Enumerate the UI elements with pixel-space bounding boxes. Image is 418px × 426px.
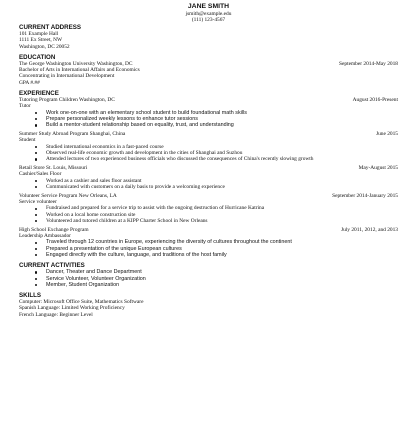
duty-list	[19, 144, 398, 163]
education-heading: EDUCATION	[19, 53, 56, 61]
experience-dates: July 2011, 2012, and 2013	[341, 226, 398, 233]
resume-header	[19, 3, 398, 23]
organization: High School Exchange Program	[19, 226, 89, 233]
applicant-name: JANE SMITH	[187, 3, 230, 10]
experience-dates: August 2016-Present	[352, 97, 398, 104]
experience-entry	[19, 97, 398, 128]
duty-item: Studied international economics in a fast-paced course	[35, 144, 398, 150]
duty-item: Prepare personalized weekly lessons to enhance tutor sessions	[35, 116, 398, 122]
skill-line: Computer: Microsoft Office Suite, Mathematics Software	[19, 299, 144, 306]
duty-item: Work one-on-one with an elementary school student to build foundational math skills	[35, 110, 398, 116]
organization: Retail Store St. Louis, Missouri	[19, 165, 88, 172]
resume-page	[19, 3, 398, 318]
skill-line: Spanish Language: Limited Working Proficiency	[19, 305, 125, 312]
phone-number: (111) 123-4567	[191, 17, 226, 23]
duty-list	[19, 205, 398, 224]
duty-item: Traveled through 12 countries in Europe, experiencing the diversity of cultures throughout the continent	[35, 239, 398, 245]
address-line: Washington, DC 20052	[19, 43, 70, 50]
duty-item: Volunteered and tutored children at a KIPP Charter School in New Orleans	[35, 218, 398, 224]
duty-list	[19, 178, 398, 191]
experience-entry	[19, 227, 398, 258]
role-title: Leadership Ambassador	[19, 233, 71, 240]
address-line: 101 Example Hall	[19, 31, 59, 37]
activity-item: Member, Student Organization	[35, 282, 398, 288]
address-line: 1111 Ex Street, NW	[19, 37, 63, 44]
organization: Volunteer Service Program New Orleans, LA	[19, 192, 117, 199]
duty-item: Attended lectures of two experienced business officials who discussed the consequences of China's recently slowing growth	[35, 156, 398, 162]
duty-item: Communicated with customers on a daily basis to provide a welcoming experience	[35, 184, 398, 190]
skill-line: French Language: Beginner Level	[19, 311, 93, 318]
education-section	[19, 54, 398, 86]
role-title: Tutor	[19, 103, 31, 110]
activities-heading: CURRENT ACTIVITIES	[19, 262, 85, 270]
activity-item: Dancer, Theater and Dance Department	[35, 269, 398, 275]
role-title: Service volunteer	[19, 199, 57, 206]
duty-item: Worked as a cashier and sales floor assistant	[35, 178, 398, 184]
experience-section	[19, 90, 398, 258]
activities-section	[19, 262, 398, 288]
duty-item: Prepared a presentation of the unique European cultures	[35, 246, 398, 252]
email-address: jsmith@example.edu	[185, 11, 232, 17]
duty-item: Fundraised and prepared for a service trip to assist with the ongoing destruction of Hurricane Katrina	[35, 205, 398, 211]
duty-item: Observed real-life economic growth and development in the cities of Shanghai and Suzhou	[35, 150, 398, 156]
education-dates: September 2014-May 2018	[339, 60, 398, 67]
duty-item: Worked on a local home construction site	[35, 212, 398, 218]
duty-item: Engaged directly with the culture, language, and traditions of the host family	[35, 252, 398, 258]
skills-heading: SKILLS	[19, 292, 42, 300]
experience-dates: September 2014-January 2015	[332, 192, 398, 199]
gpa: GPA #.##	[19, 79, 40, 86]
organization: Tutoring Program Children Washington, DC	[19, 97, 115, 104]
degree: Bachelor of Arts in International Affairs and Economics	[19, 67, 140, 74]
address-heading: CURRENT ADDRESS	[19, 24, 81, 31]
role-title: Student	[19, 137, 36, 144]
duty-list	[19, 110, 398, 129]
activities-list	[19, 269, 398, 288]
duty-item: Build a mentor-student relationship based on equality, trust, and understanding	[35, 122, 398, 128]
skills-section	[19, 292, 398, 318]
experience-entry	[19, 193, 398, 224]
experience-dates: May-August 2015	[358, 165, 398, 172]
organization: Summer Study Abroad Program Shanghai, China	[19, 131, 126, 138]
concentration: Concentrating in International Development	[19, 73, 115, 80]
duty-list	[19, 239, 398, 258]
address-section	[19, 24, 398, 50]
experience-dates: June 2015	[375, 131, 398, 138]
experience-entry	[19, 165, 398, 190]
role-title: Cashier/Sales Floor	[19, 171, 62, 178]
activity-item: Service Volunteer, Volunteer Organization	[35, 276, 398, 282]
experience-entry	[19, 131, 398, 162]
experience-heading: EXPERIENCE	[19, 90, 59, 98]
school-name: The George Washington University Washington, DC	[19, 60, 133, 67]
